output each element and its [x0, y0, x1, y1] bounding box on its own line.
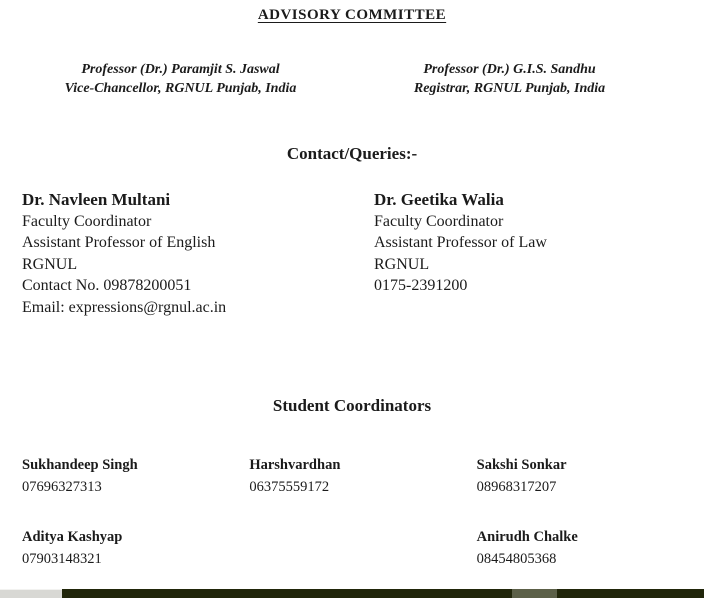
student-name: Harshvardhan: [249, 457, 341, 473]
contact-phone: 0175-2391200: [374, 277, 468, 294]
student-coordinator: [22, 526, 249, 570]
page-title: ADVISORY COMMITTEE: [257, 7, 447, 23]
student-coordinators-heading: Student Coordinators: [272, 396, 432, 415]
contact-name: Dr. Geetika Walia: [374, 190, 504, 209]
contact-line: Faculty Coordinator: [374, 212, 504, 230]
student-coordinator: [477, 526, 704, 570]
advisory-member-role: Vice-Chancellor, RGNUL Punjab, India: [64, 81, 297, 96]
student-name: Aditya Kashyap: [22, 529, 123, 545]
students-row: [22, 454, 704, 498]
bottom-bar-left-segment: [0, 589, 62, 598]
contact-name: Dr. Navleen Multani: [22, 190, 171, 209]
students-row: [22, 526, 704, 570]
student-phone: 08968317207: [476, 479, 557, 495]
advisory-member: [16, 60, 345, 98]
student-coordinator: [249, 454, 476, 498]
student-coordinators-section: [0, 454, 704, 570]
student-coordinator: [477, 454, 704, 498]
student-phone: 08454805368: [476, 551, 557, 567]
contact-phone: Contact No. 09878200051: [22, 277, 192, 294]
contact-line: Assistant Professor of English: [22, 234, 216, 251]
contact-email: Email: expressions@rgnul.ac.in: [22, 298, 227, 316]
advisory-committee-section: [0, 60, 704, 98]
scrollbar-thumb[interactable]: [512, 589, 557, 598]
advisory-member: [345, 60, 674, 98]
faculty-contacts-section: [0, 189, 704, 318]
contact-block: [352, 189, 704, 318]
student-name: Sakshi Sonkar: [476, 457, 567, 473]
contact-line: Faculty Coordinator: [22, 212, 152, 230]
advisory-member-name: Professor (Dr.) G.I.S. Sandhu: [423, 62, 596, 77]
bottom-bar-dark-strip: [62, 589, 704, 598]
contact-line: RGNUL: [374, 255, 430, 273]
student-phone: 06375559172: [249, 479, 330, 495]
student-name: Sukhandeep Singh: [22, 457, 138, 473]
student-coordinator: [22, 454, 249, 498]
bottom-window-edge: [0, 589, 704, 598]
advisory-member-name: Professor (Dr.) Paramjit S. Jaswal: [81, 62, 280, 77]
contact-block: [0, 189, 352, 318]
contact-line: Assistant Professor of Law: [374, 234, 547, 251]
student-name: Anirudh Chalke: [476, 529, 578, 545]
spacer-cell: [249, 526, 476, 570]
contact-line: RGNUL: [22, 255, 78, 273]
student-phone: 07696327313: [22, 479, 102, 495]
contact-queries-heading: Contact/Queries:-: [286, 144, 418, 163]
advisory-member-role: Registrar, RGNUL Punjab, India: [413, 81, 606, 96]
student-phone: 07903148321: [22, 551, 102, 567]
